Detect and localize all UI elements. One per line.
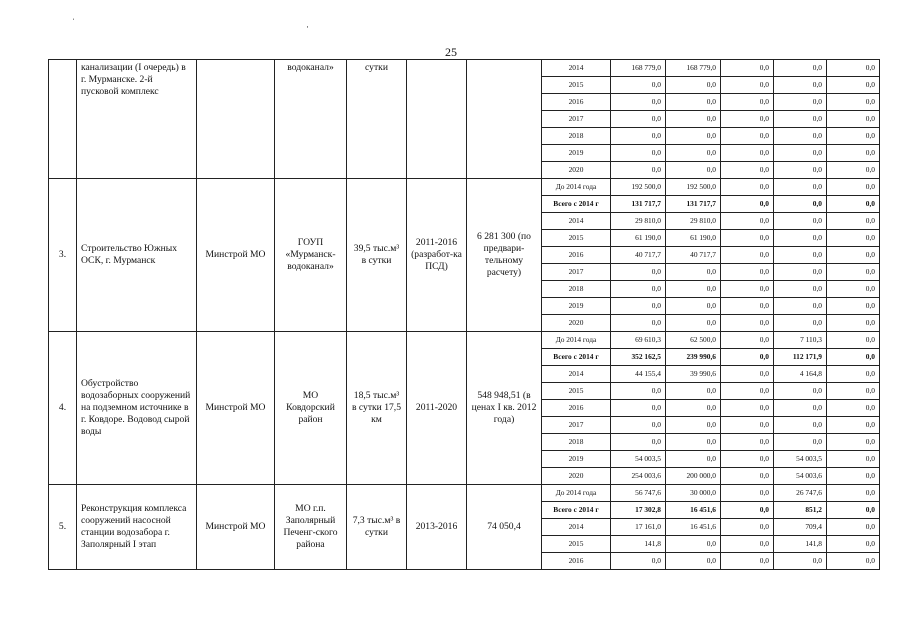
funding-value: 17 302,8 <box>611 502 666 519</box>
funding-value: 0,0 <box>721 366 774 383</box>
funding-value: 0,0 <box>721 111 774 128</box>
funding-value: 0,0 <box>721 315 774 332</box>
capacity: 7,3 тыс.м³ в сутки <box>347 485 407 570</box>
funding-value: 112 171,9 <box>774 349 827 366</box>
period-label: Всего с 2014 г <box>542 196 611 213</box>
funding-value: 0,0 <box>827 315 880 332</box>
funding-value: 168 779,0 <box>611 60 666 77</box>
funding-value: 0,0 <box>721 417 774 434</box>
period-label: 2015 <box>542 536 611 553</box>
funding-value: 0,0 <box>827 230 880 247</box>
funding-value: 0,0 <box>666 145 721 162</box>
object-name: Обустройство водозаборных сооружений на подземном источнике в г. Ковдоре. Водовод сырой воды <box>77 332 197 485</box>
funding-value: 239 990,6 <box>666 349 721 366</box>
funding-value: 61 190,0 <box>666 230 721 247</box>
estimated-cost <box>467 60 542 179</box>
funding-value: 254 003,6 <box>611 468 666 485</box>
funding-value: 0,0 <box>721 77 774 94</box>
funding-value: 0,0 <box>827 145 880 162</box>
scan-mark: · <box>306 22 309 32</box>
funding-value: 0,0 <box>721 247 774 264</box>
funding-value: 352 162,5 <box>611 349 666 366</box>
funding-value: 0,0 <box>721 485 774 502</box>
table-row <box>49 179 880 196</box>
funding-value: 0,0 <box>666 400 721 417</box>
funding-value: 0,0 <box>774 77 827 94</box>
period-label: 2020 <box>542 468 611 485</box>
funding-value: 0,0 <box>721 536 774 553</box>
funding-value: 61 190,0 <box>611 230 666 247</box>
object-name: Реконструкция комплекса сооружений насосной станции водозабора г. Заполярный I этап <box>77 485 197 570</box>
row-number: 3. <box>49 179 77 332</box>
period: 2011-2020 <box>407 332 467 485</box>
funding-value: 0,0 <box>611 264 666 281</box>
customer: Минстрой МО <box>197 332 275 485</box>
funding-value: 0,0 <box>666 434 721 451</box>
funding-value: 0,0 <box>611 417 666 434</box>
funding-value: 0,0 <box>721 128 774 145</box>
capacity: 39,5 тыс.м³ в сутки <box>347 179 407 332</box>
funding-value: 0,0 <box>721 349 774 366</box>
funding-value: 0,0 <box>721 230 774 247</box>
funding-value: 709,4 <box>774 519 827 536</box>
funding-value: 7 110,3 <box>774 332 827 349</box>
funding-value: 0,0 <box>721 400 774 417</box>
period-label: 2017 <box>542 264 611 281</box>
funding-value: 0,0 <box>774 264 827 281</box>
funding-value: 0,0 <box>721 553 774 570</box>
funding-value: 0,0 <box>774 94 827 111</box>
period-label: 2018 <box>542 128 611 145</box>
funding-value: 0,0 <box>827 111 880 128</box>
funding-value: 0,0 <box>666 417 721 434</box>
funding-value: 0,0 <box>827 417 880 434</box>
funding-value: 16 451,6 <box>666 502 721 519</box>
executor: МО Ковдорский район <box>275 332 347 485</box>
funding-value: 0,0 <box>666 162 721 179</box>
funding-value: 0,0 <box>827 162 880 179</box>
funding-value: 0,0 <box>721 281 774 298</box>
funding-value: 0,0 <box>611 553 666 570</box>
period-label: 2020 <box>542 315 611 332</box>
period-label: 2019 <box>542 451 611 468</box>
funding-value: 0,0 <box>827 468 880 485</box>
funding-value: 0,0 <box>774 247 827 264</box>
funding-value: 0,0 <box>827 366 880 383</box>
funding-value: 62 500,0 <box>666 332 721 349</box>
funding-value: 0,0 <box>827 502 880 519</box>
funding-value: 0,0 <box>774 315 827 332</box>
funding-value: 0,0 <box>721 502 774 519</box>
funding-value: 0,0 <box>827 383 880 400</box>
funding-value: 851,2 <box>774 502 827 519</box>
row-number: 4. <box>49 332 77 485</box>
funding-value: 0,0 <box>721 468 774 485</box>
funding-value: 54 003,5 <box>611 451 666 468</box>
funding-value: 192 500,0 <box>611 179 666 196</box>
period-label: 2018 <box>542 434 611 451</box>
funding-value: 0,0 <box>827 400 880 417</box>
period-label: 2016 <box>542 553 611 570</box>
funding-value: 0,0 <box>666 111 721 128</box>
funding-value: 39 990,6 <box>666 366 721 383</box>
funding-value: 0,0 <box>721 298 774 315</box>
funding-value: 54 003,6 <box>774 468 827 485</box>
period-label: 2020 <box>542 162 611 179</box>
customer <box>197 60 275 179</box>
funding-value: 0,0 <box>611 298 666 315</box>
funding-value: 0,0 <box>774 230 827 247</box>
funding-value: 0,0 <box>721 213 774 230</box>
funding-value: 0,0 <box>666 77 721 94</box>
funding-value: 0,0 <box>827 332 880 349</box>
funding-value: 0,0 <box>666 536 721 553</box>
table-row <box>49 332 880 349</box>
funding-value: 0,0 <box>721 94 774 111</box>
funding-value: 168 779,0 <box>666 60 721 77</box>
funding-value: 0,0 <box>611 94 666 111</box>
funding-value: 0,0 <box>774 179 827 196</box>
period-label: 2019 <box>542 145 611 162</box>
capacity: 18,5 тыс.м³ в сутки 17,5 км <box>347 332 407 485</box>
period-label: До 2014 года <box>542 332 611 349</box>
row-number <box>49 60 77 179</box>
funding-value: 0,0 <box>611 315 666 332</box>
funding-value: 0,0 <box>827 451 880 468</box>
funding-value: 0,0 <box>611 434 666 451</box>
funding-value: 0,0 <box>774 383 827 400</box>
period: 2013-2016 <box>407 485 467 570</box>
capacity: сутки <box>347 60 407 179</box>
funding-value: 141,8 <box>611 536 666 553</box>
investment-table <box>48 59 880 570</box>
funding-value: 4 164,8 <box>774 366 827 383</box>
funding-value: 0,0 <box>827 94 880 111</box>
funding-value: 0,0 <box>721 196 774 213</box>
funding-value: 0,0 <box>721 383 774 400</box>
funding-value: 0,0 <box>611 111 666 128</box>
funding-value: 0,0 <box>774 128 827 145</box>
funding-value: 0,0 <box>721 451 774 468</box>
funding-value: 0,0 <box>827 349 880 366</box>
funding-value: 192 500,0 <box>666 179 721 196</box>
period-label: 2018 <box>542 281 611 298</box>
funding-value: 0,0 <box>827 281 880 298</box>
funding-value: 44 155,4 <box>611 366 666 383</box>
funding-value: 131 717,7 <box>611 196 666 213</box>
period-label: 2014 <box>542 366 611 383</box>
object-name: канализации (I очередь) в г. Мурманске. 2-й пусковой комплекс <box>77 60 197 179</box>
funding-value: 0,0 <box>666 94 721 111</box>
funding-value: 0,0 <box>774 400 827 417</box>
funding-value: 0,0 <box>774 417 827 434</box>
funding-value: 0,0 <box>666 298 721 315</box>
period-label: 2014 <box>542 519 611 536</box>
funding-value: 0,0 <box>827 519 880 536</box>
funding-value: 0,0 <box>827 77 880 94</box>
funding-value: 0,0 <box>827 213 880 230</box>
funding-value: 0,0 <box>774 298 827 315</box>
period-label: 2014 <box>542 213 611 230</box>
period-label: 2014 <box>542 60 611 77</box>
funding-value: 0,0 <box>774 553 827 570</box>
funding-value: 29 810,0 <box>611 213 666 230</box>
funding-value: 0,0 <box>666 281 721 298</box>
funding-value: 0,0 <box>666 128 721 145</box>
funding-value: 0,0 <box>774 60 827 77</box>
funding-value: 0,0 <box>611 145 666 162</box>
funding-value: 0,0 <box>721 264 774 281</box>
period: 2011-2016 (разработ-ка ПСД) <box>407 179 467 332</box>
funding-value: 0,0 <box>611 77 666 94</box>
object-name: Строительство Южных ОСК, г. Мурманск <box>77 179 197 332</box>
funding-value: 0,0 <box>827 264 880 281</box>
page-number: 25 <box>445 45 457 59</box>
period-label: До 2014 года <box>542 179 611 196</box>
period-label: 2016 <box>542 247 611 264</box>
funding-value: 0,0 <box>666 451 721 468</box>
funding-value: 0,0 <box>721 179 774 196</box>
funding-value: 0,0 <box>721 519 774 536</box>
funding-value: 54 003,5 <box>774 451 827 468</box>
row-number: 5. <box>49 485 77 570</box>
period-label: Всего с 2014 г <box>542 502 611 519</box>
funding-value: 40 717,7 <box>666 247 721 264</box>
funding-value: 0,0 <box>774 434 827 451</box>
funding-value: 0,0 <box>721 145 774 162</box>
estimated-cost: 6 281 300 (по предвари-тельному расчету) <box>467 179 542 332</box>
funding-value: 0,0 <box>827 128 880 145</box>
funding-value: 0,0 <box>611 162 666 179</box>
funding-value: 30 000,0 <box>666 485 721 502</box>
funding-value: 0,0 <box>827 553 880 570</box>
period-label: 2016 <box>542 94 611 111</box>
funding-value: 0,0 <box>666 553 721 570</box>
scan-mark: ˌ <box>72 10 75 20</box>
funding-value: 0,0 <box>666 315 721 332</box>
funding-value: 29 810,0 <box>666 213 721 230</box>
funding-value: 17 161,0 <box>611 519 666 536</box>
funding-value: 141,8 <box>774 536 827 553</box>
period-label: 2019 <box>542 298 611 315</box>
funding-value: 0,0 <box>774 196 827 213</box>
funding-value: 0,0 <box>827 434 880 451</box>
period <box>407 60 467 179</box>
period-label: 2015 <box>542 77 611 94</box>
funding-value: 0,0 <box>827 60 880 77</box>
funding-value: 0,0 <box>666 264 721 281</box>
funding-value: 131 717,7 <box>666 196 721 213</box>
period-label: 2016 <box>542 400 611 417</box>
funding-value: 26 747,6 <box>774 485 827 502</box>
funding-value: 200 000,0 <box>666 468 721 485</box>
period-label: 2017 <box>542 111 611 128</box>
period-label: 2017 <box>542 417 611 434</box>
funding-value: 0,0 <box>611 128 666 145</box>
funding-value: 0,0 <box>611 383 666 400</box>
executor: водоканал» <box>275 60 347 179</box>
funding-value: 0,0 <box>827 179 880 196</box>
funding-value: 0,0 <box>774 213 827 230</box>
executor: МО г.п. Заполярный Печенг-ского района <box>275 485 347 570</box>
customer: Минстрой МО <box>197 179 275 332</box>
table-row <box>49 60 880 77</box>
funding-value: 0,0 <box>774 145 827 162</box>
table-row <box>49 485 880 502</box>
funding-value: 0,0 <box>721 162 774 179</box>
funding-value: 0,0 <box>827 247 880 264</box>
period-label: 2015 <box>542 230 611 247</box>
funding-value: 56 747,6 <box>611 485 666 502</box>
funding-value: 0,0 <box>611 281 666 298</box>
funding-value: 0,0 <box>611 400 666 417</box>
funding-value: 16 451,6 <box>666 519 721 536</box>
funding-value: 0,0 <box>721 332 774 349</box>
funding-value: 0,0 <box>827 298 880 315</box>
funding-value: 0,0 <box>774 111 827 128</box>
funding-value: 0,0 <box>721 434 774 451</box>
funding-value: 0,0 <box>666 383 721 400</box>
funding-value: 0,0 <box>827 536 880 553</box>
funding-value: 0,0 <box>774 281 827 298</box>
funding-value: 0,0 <box>721 60 774 77</box>
funding-value: 0,0 <box>827 196 880 213</box>
period-label: До 2014 года <box>542 485 611 502</box>
funding-value: 69 610,3 <box>611 332 666 349</box>
estimated-cost: 548 948,51 (в ценах I кв. 2012 года) <box>467 332 542 485</box>
period-label: Всего с 2014 г <box>542 349 611 366</box>
customer: Минстрой МО <box>197 485 275 570</box>
funding-value: 40 717,7 <box>611 247 666 264</box>
executor: ГОУП «Мурманск-водоканал» <box>275 179 347 332</box>
estimated-cost: 74 050,4 <box>467 485 542 570</box>
funding-value: 0,0 <box>774 162 827 179</box>
period-label: 2015 <box>542 383 611 400</box>
funding-value: 0,0 <box>827 485 880 502</box>
